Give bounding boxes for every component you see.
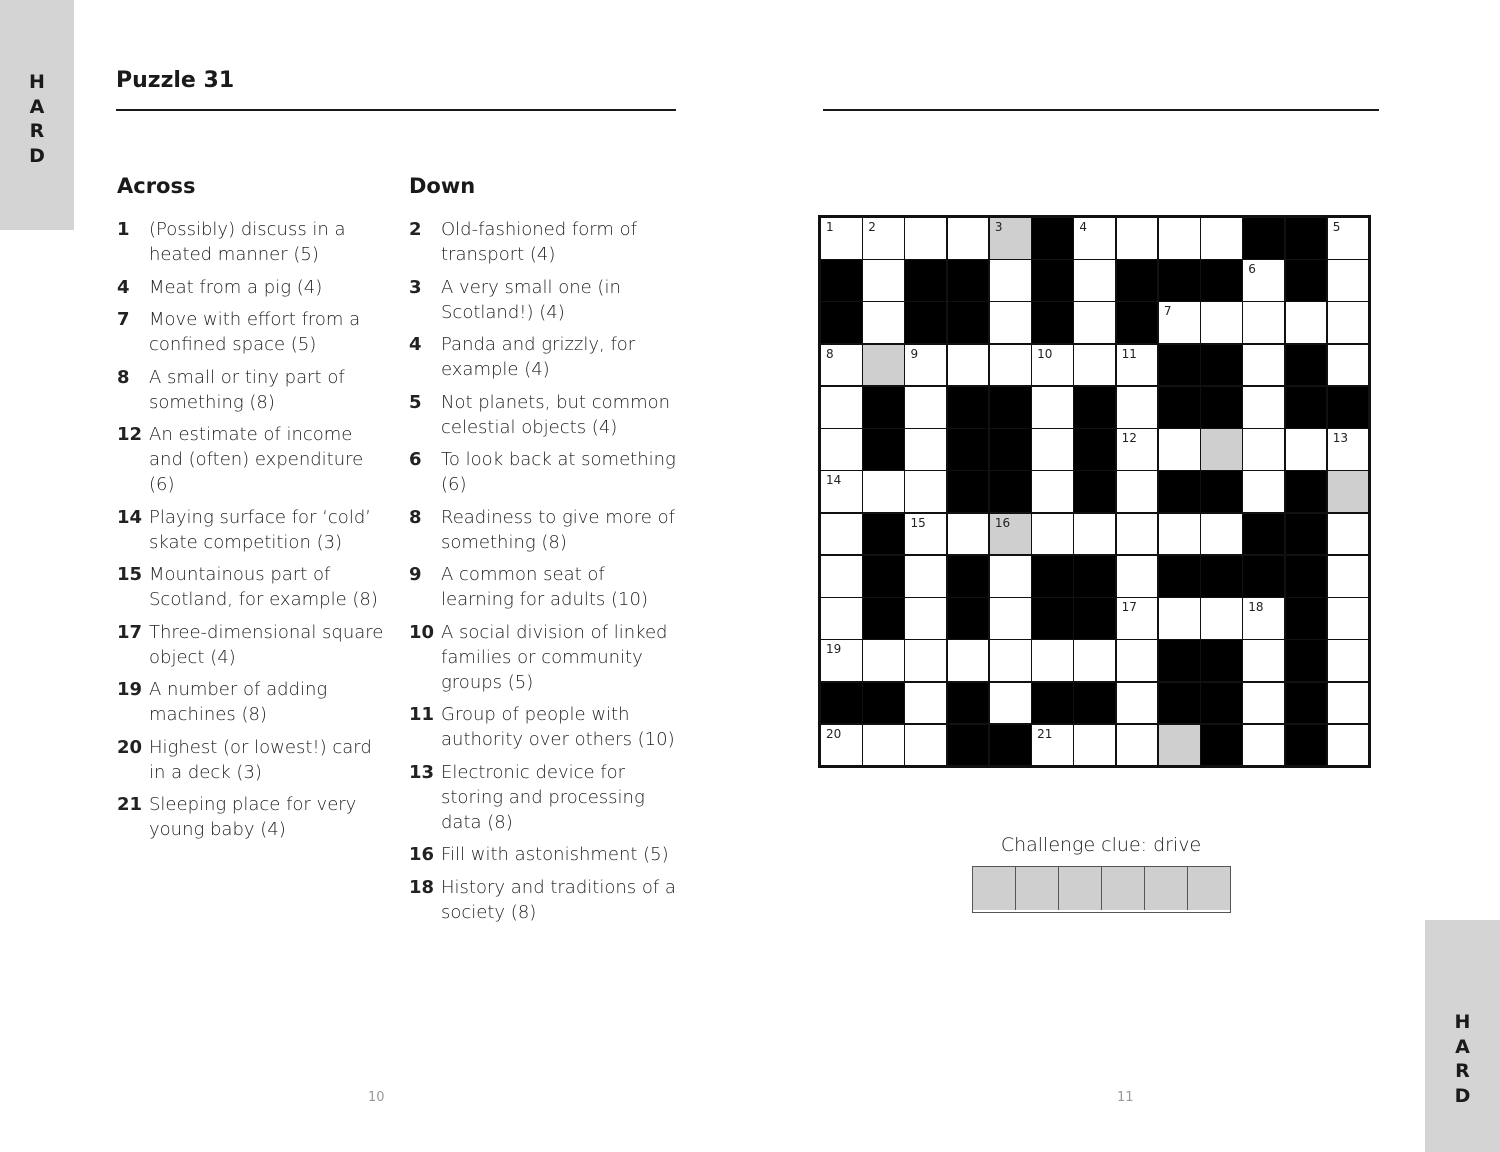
cell-number: 12	[1121, 431, 1137, 446]
across-clue	[117, 217, 397, 267]
challenge-clue-label: Challenge clue: drive	[1000, 834, 1202, 856]
grid-block	[820, 682, 863, 725]
grid-cell[interactable]	[1116, 513, 1159, 556]
grid-cell[interactable]	[1242, 682, 1285, 725]
across-clue	[117, 620, 397, 670]
grid-cell[interactable]	[820, 724, 863, 767]
grid-cell[interactable]	[820, 513, 863, 556]
cell-number: 15	[910, 515, 926, 530]
cell-number: 14	[826, 473, 842, 488]
grid-cell[interactable]	[947, 639, 990, 682]
across-clue	[117, 562, 397, 612]
clue-number: 15	[117, 564, 143, 585]
grid-block	[1073, 682, 1116, 725]
grid-block	[989, 386, 1032, 429]
grid-cell[interactable]	[1327, 301, 1370, 344]
grid-block	[820, 259, 863, 302]
grid-cell[interactable]	[1327, 217, 1370, 260]
grid-block	[1031, 259, 1074, 302]
grid-block	[1073, 597, 1116, 640]
clue-number: 7	[117, 309, 130, 330]
grid-block	[1200, 682, 1243, 725]
grid-block	[1285, 724, 1328, 767]
difficulty-tab-right	[1425, 920, 1500, 1152]
grid-cell[interactable]	[1285, 301, 1328, 344]
clue-number: 20	[117, 736, 143, 758]
grid-block	[1242, 555, 1285, 598]
grid-cell[interactable]	[862, 301, 905, 344]
across-clue	[117, 792, 397, 842]
grid-block	[1031, 682, 1074, 725]
clue-number: 17	[117, 621, 143, 643]
grid-block	[1200, 470, 1243, 513]
grid-cell[interactable]	[904, 597, 947, 640]
down-clue	[409, 562, 689, 612]
grid-block	[820, 301, 863, 344]
tab-letter: D	[1454, 1084, 1471, 1107]
clue-text: Panda and grizzly, for example (4)	[441, 334, 636, 380]
down-clue	[409, 447, 689, 497]
grid-block	[1200, 386, 1243, 429]
grid-cell[interactable]	[1285, 428, 1328, 471]
cell-number: 1	[826, 220, 834, 234]
grid-block	[989, 470, 1032, 513]
down-clue	[409, 217, 689, 267]
tab-letter: A	[1455, 1035, 1470, 1058]
grid-block	[862, 682, 905, 725]
grid-block	[947, 301, 990, 344]
cell-number: 10	[1037, 346, 1053, 361]
grid-block	[1116, 259, 1159, 302]
across-clue	[117, 505, 397, 555]
tab-letter: R	[1455, 1060, 1470, 1082]
clue-text: Readiness to give more of something (8)	[441, 506, 675, 553]
grid-block	[947, 428, 990, 471]
grid-block	[1116, 301, 1159, 344]
cell-number: 13	[1332, 431, 1349, 446]
clue-text: Fill with astonishment (5)	[441, 844, 669, 865]
grid-cell[interactable]	[1242, 386, 1285, 429]
grid-cell[interactable]	[989, 344, 1032, 387]
grid-cell[interactable]	[989, 513, 1032, 556]
clue-number: 2	[409, 219, 422, 240]
clue-number: 10	[409, 621, 435, 643]
grid-block	[1158, 259, 1201, 302]
grid-cell[interactable]	[1031, 470, 1074, 513]
grid-block	[1285, 344, 1328, 387]
cell-number: 17	[1121, 600, 1137, 615]
puzzle-title: Puzzle 31	[116, 68, 235, 93]
across-clue	[117, 735, 397, 785]
cell-number: 6	[1248, 262, 1256, 277]
cell-number: 20	[826, 726, 842, 741]
grid-cell[interactable]	[1116, 344, 1159, 387]
clue-number: 8	[117, 366, 130, 388]
clue-text: Sleeping place for very young baby (4)	[149, 794, 357, 840]
grid-cell[interactable]	[1116, 682, 1159, 725]
grid-block	[862, 597, 905, 640]
grid-cell[interactable]	[1200, 217, 1243, 260]
grid-block	[1158, 682, 1201, 725]
cell-number: 2	[868, 220, 876, 234]
tab-letter: H	[29, 71, 45, 93]
clue-number: 19	[117, 679, 143, 700]
divider-right	[823, 109, 1379, 111]
grid-block	[904, 301, 947, 344]
grid-cell[interactable]	[1073, 344, 1116, 387]
grid-cell[interactable]	[1242, 724, 1285, 767]
grid-cell[interactable]	[862, 470, 905, 513]
tab-letter: H	[1454, 1011, 1471, 1033]
grid-cell[interactable]	[1158, 513, 1201, 556]
grid-block	[1285, 386, 1328, 429]
grid-cell[interactable]	[1327, 344, 1370, 387]
grid-cell[interactable]	[1116, 555, 1159, 598]
cell-number: 8	[826, 346, 834, 361]
grid-cell[interactable]	[1031, 428, 1074, 471]
grid-block	[1158, 555, 1201, 598]
grid-block	[1285, 682, 1328, 725]
clue-text: Mountainous part of Scotland, for example (8)	[149, 564, 378, 610]
grid-block	[1285, 597, 1328, 640]
grid-cell[interactable]	[1116, 217, 1159, 260]
grid-cell[interactable]	[1158, 597, 1201, 640]
clue-text: Three-dimensional square object (4)	[149, 621, 384, 668]
grid-cell[interactable]	[1073, 639, 1116, 682]
clue-text: Old-fashioned form of transport (4)	[441, 219, 637, 265]
clue-text: (Possibly) discuss in a heated manner (5)	[149, 219, 346, 265]
clue-number: 1	[117, 219, 130, 240]
grid-cell[interactable]	[820, 428, 863, 471]
clue-text: Electronic device for storing and processing data (8)	[441, 761, 645, 833]
grid-cell[interactable]	[904, 639, 947, 682]
grid-block	[1285, 217, 1328, 260]
grid-cell[interactable]	[862, 724, 905, 767]
clue-text: History and traditions of a society (8)	[441, 876, 676, 923]
clue-number: 11	[409, 704, 435, 725]
grid-cell[interactable]	[1158, 301, 1201, 344]
grid-block	[1031, 301, 1074, 344]
grid-cell[interactable]	[904, 470, 947, 513]
grid-cell[interactable]	[1242, 428, 1285, 471]
clue-text: Playing surface for ‘cold’ skate competition (3)	[149, 506, 371, 553]
grid-cell[interactable]	[1158, 217, 1201, 260]
grid-block	[1073, 470, 1116, 513]
grid-cell[interactable]	[1327, 428, 1370, 471]
grid-cell[interactable]	[1116, 470, 1159, 513]
grid-cell[interactable]	[820, 217, 863, 260]
across-clue-list	[117, 217, 397, 842]
grid-block	[1285, 513, 1328, 556]
grid-cell[interactable]	[1073, 217, 1116, 260]
cell-number: 3	[994, 220, 1003, 234]
cell-number: 9	[910, 346, 919, 361]
tab-letter: R	[29, 120, 45, 142]
grid-cell[interactable]	[1200, 513, 1243, 556]
across-clue	[117, 422, 397, 497]
down-clue	[409, 760, 689, 835]
cell-number: 18	[1248, 600, 1264, 615]
grid-block	[947, 597, 990, 640]
clue-number: 21	[117, 794, 143, 815]
challenge-box[interactable]	[1188, 867, 1230, 910]
grid-cell[interactable]	[947, 344, 990, 387]
grid-block	[1200, 724, 1243, 767]
grid-cell[interactable]	[1116, 724, 1159, 767]
grid-cell[interactable]	[1031, 344, 1074, 387]
clue-text: A common seat of learning for adults (10)	[441, 564, 648, 610]
down-clue	[409, 332, 689, 382]
clue-text: A social division of linked families or community groups (5)	[441, 621, 668, 693]
grid-cell[interactable]	[904, 217, 947, 260]
down-clues	[409, 172, 689, 932]
clue-text: Move with effort from a confined space (5)	[149, 309, 361, 355]
crossword-grid	[818, 215, 1371, 768]
clue-number: 13	[409, 761, 435, 783]
down-clue	[409, 875, 689, 925]
grid-cell[interactable]	[1242, 344, 1285, 387]
challenge-box[interactable]	[1145, 867, 1188, 910]
tab-letter: A	[29, 95, 45, 118]
grid-cell[interactable]	[1073, 513, 1116, 556]
down-clue	[409, 275, 689, 325]
grid-cell[interactable]	[820, 470, 863, 513]
grid-block	[1158, 344, 1201, 387]
grid-cell[interactable]	[1327, 682, 1370, 725]
grid-cell[interactable]	[989, 597, 1032, 640]
grid-cell[interactable]	[904, 428, 947, 471]
grid-cell[interactable]	[1073, 724, 1116, 767]
grid-block	[1158, 470, 1201, 513]
grid-cell[interactable]	[989, 555, 1032, 598]
challenge-box[interactable]	[973, 867, 1016, 910]
grid-cell[interactable]	[1073, 301, 1116, 344]
cell-number: 16	[994, 515, 1011, 530]
grid-block	[1073, 555, 1116, 598]
grid-cell[interactable]	[989, 217, 1032, 260]
difficulty-tab-left	[0, 0, 74, 230]
grid-cell[interactable]	[1031, 639, 1074, 682]
grid-block	[1327, 386, 1370, 429]
grid-block	[1031, 217, 1074, 260]
clue-number: 9	[409, 564, 422, 585]
grid-block	[1158, 639, 1201, 682]
grid-block	[904, 259, 947, 302]
grid-block	[989, 428, 1032, 471]
divider-left	[116, 109, 676, 111]
down-clue	[409, 702, 689, 752]
grid-block	[862, 513, 905, 556]
grid-cell[interactable]	[820, 639, 863, 682]
grid-cell[interactable]	[904, 513, 947, 556]
grid-cell[interactable]	[1327, 555, 1370, 598]
cell-number: 4	[1079, 220, 1088, 234]
grid-cell[interactable]	[1242, 470, 1285, 513]
grid-cell[interactable]	[1327, 259, 1370, 302]
grid-block	[1200, 555, 1243, 598]
grid-cell[interactable]	[1327, 639, 1370, 682]
challenge-box[interactable]	[1102, 867, 1145, 910]
cell-number: 11	[1121, 346, 1137, 361]
down-clue-list	[409, 217, 689, 925]
down-clue	[409, 505, 689, 555]
grid-block	[1285, 555, 1328, 598]
grid-block	[1031, 597, 1074, 640]
grid-cell[interactable]	[904, 724, 947, 767]
grid-cell[interactable]	[1031, 724, 1074, 767]
clue-text: Group of people with authority over others (10)	[441, 704, 675, 750]
clue-text: A small or tiny part of something (8)	[149, 366, 345, 413]
grid-block	[1242, 217, 1285, 260]
grid-cell[interactable]	[1327, 470, 1370, 513]
grid-cell[interactable]	[904, 555, 947, 598]
down-clue	[409, 390, 689, 440]
down-clue	[409, 620, 689, 695]
clue-number: 18	[409, 876, 435, 898]
across-heading: Across	[117, 174, 196, 198]
grid-block	[1031, 555, 1074, 598]
grid-cell[interactable]	[904, 344, 947, 387]
clue-text: An estimate of income and (often) expenditure (6)	[149, 424, 364, 495]
tab-letter: D	[29, 144, 45, 167]
clue-text: Not planets, but common celestial objects (4)	[441, 391, 671, 438]
grid-cell[interactable]	[904, 386, 947, 429]
grid-block	[989, 724, 1032, 767]
clue-number: 4	[117, 276, 130, 298]
grid-block	[1158, 386, 1201, 429]
grid-cell[interactable]	[1242, 597, 1285, 640]
grid-cell[interactable]	[820, 597, 863, 640]
clue-text: To look back at something (6)	[441, 449, 676, 495]
clue-text: A very small one (in Scotland!) (4)	[441, 276, 621, 323]
grid-block	[1200, 344, 1243, 387]
across-clue	[117, 275, 397, 300]
grid-cell[interactable]	[1200, 597, 1243, 640]
grid-cell[interactable]	[1327, 513, 1370, 556]
clue-number: 16	[409, 844, 435, 865]
grid-cell[interactable]	[1327, 724, 1370, 767]
grid-block	[947, 386, 990, 429]
grid-cell[interactable]	[989, 301, 1032, 344]
grid-cell[interactable]	[1242, 301, 1285, 344]
challenge-box[interactable]	[1016, 867, 1059, 910]
grid-cell[interactable]	[1031, 386, 1074, 429]
clue-text: Meat from a pig (4)	[149, 276, 323, 298]
grid-cell[interactable]	[1116, 597, 1159, 640]
grid-cell[interactable]	[1031, 513, 1074, 556]
grid-cell[interactable]	[1116, 639, 1159, 682]
grid-cell[interactable]	[862, 639, 905, 682]
grid-cell[interactable]	[862, 344, 905, 387]
clue-number: 8	[409, 506, 422, 528]
challenge-box[interactable]	[1059, 867, 1102, 910]
cell-number: 19	[826, 642, 842, 657]
challenge-answer-boxes	[972, 866, 1231, 913]
clue-number: 4	[409, 334, 422, 355]
cell-number: 5	[1332, 220, 1341, 234]
down-clue	[409, 842, 689, 867]
grid-block	[947, 555, 990, 598]
grid-cell[interactable]	[820, 386, 863, 429]
cell-number: 7	[1163, 304, 1172, 319]
grid-cell[interactable]	[1158, 428, 1201, 471]
across-clue	[117, 365, 397, 415]
grid-block	[862, 386, 905, 429]
grid-cell[interactable]	[947, 513, 990, 556]
grid-cell[interactable]	[1200, 301, 1243, 344]
clue-number: 14	[117, 506, 143, 528]
clue-text: A number of adding machines (8)	[149, 679, 328, 725]
grid-block	[862, 555, 905, 598]
clue-number: 3	[409, 276, 422, 298]
grid-block	[1200, 639, 1243, 682]
grid-block	[947, 682, 990, 725]
grid-cell[interactable]	[820, 555, 863, 598]
grid-cell[interactable]	[1158, 724, 1201, 767]
clue-number: 12	[117, 424, 143, 445]
grid-block	[1285, 259, 1328, 302]
grid-cell[interactable]	[1242, 639, 1285, 682]
grid-block	[862, 428, 905, 471]
page-number-left: 10	[368, 1090, 385, 1105]
grid-cell[interactable]	[989, 259, 1032, 302]
grid-cell[interactable]	[1116, 428, 1159, 471]
grid-block	[1073, 386, 1116, 429]
down-heading: Down	[409, 174, 476, 198]
grid-block	[947, 724, 990, 767]
grid-cell[interactable]	[862, 217, 905, 260]
grid-block	[1285, 639, 1328, 682]
grid-cell[interactable]	[820, 344, 863, 387]
clue-text: Highest (or lowest!) card in a deck (3)	[149, 736, 372, 783]
cell-number: 21	[1037, 726, 1053, 741]
across-clues	[117, 172, 397, 850]
grid-cell[interactable]	[1200, 428, 1243, 471]
grid-block	[947, 259, 990, 302]
grid-block	[947, 470, 990, 513]
grid-cell[interactable]	[1073, 259, 1116, 302]
grid-block	[1242, 513, 1285, 556]
grid-cell[interactable]	[862, 259, 905, 302]
grid-block	[1200, 259, 1243, 302]
across-clue	[117, 307, 397, 357]
grid-cell[interactable]	[904, 682, 947, 725]
grid-block	[1073, 428, 1116, 471]
clue-number: 6	[409, 449, 422, 470]
grid-cell[interactable]	[1116, 386, 1159, 429]
grid-cell[interactable]	[947, 217, 990, 260]
grid-cell[interactable]	[1327, 597, 1370, 640]
across-clue	[117, 677, 397, 727]
page-number-right: 11	[1117, 1090, 1134, 1105]
grid-cell[interactable]	[989, 682, 1032, 725]
clue-number: 5	[409, 391, 422, 413]
grid-block	[1285, 470, 1328, 513]
grid-cell[interactable]	[1242, 259, 1285, 302]
grid-cell[interactable]	[989, 639, 1032, 682]
